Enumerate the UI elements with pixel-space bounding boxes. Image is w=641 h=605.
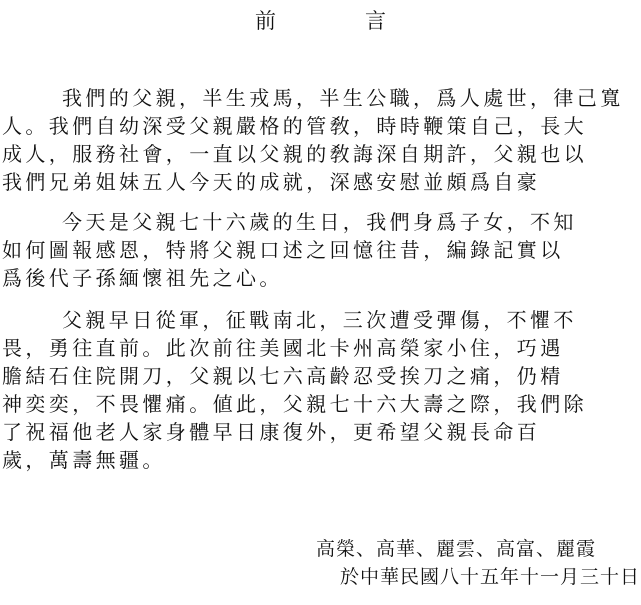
paragraph-line: 成人，服務社會，一直以父親的敎誨深自期許，父親也以	[2, 142, 587, 166]
date-line: 於中華民國八十五年十一月三十日	[340, 566, 641, 588]
paragraph-line: 我們兄弟姐妹五人今天的成就，深感安慰並頗爲自豪	[2, 170, 541, 194]
paragraph-line: 人。我們自幼深受父親嚴格的管敎，時時鞭策自己，長大	[2, 114, 587, 138]
signature-block	[0, 536, 641, 596]
paragraph-line: 了祝福他老人家身體早日康復外，更希望父親長命百	[2, 420, 541, 444]
paragraph-line: 父親早日從軍，征戰南北，三次遭受彈傷，不懼不	[62, 308, 577, 332]
paragraph-line: 今天是父親七十六歲的生日，我們身爲子女，不知	[62, 210, 577, 234]
paragraph-line: 膽結石住院開刀，父親以七六高齡忍受挨刀之痛，仍精	[2, 364, 564, 388]
signers-line: 高榮、高華、麗雲、高富、麗霞	[316, 538, 597, 560]
paragraph-line: 如何圖報感恩，特將父親口述之回憶往昔，編錄記實以	[2, 238, 564, 262]
paragraph-line: 我們的父親，半生戎馬，半生公職，爲人處世，律己寬	[62, 86, 624, 110]
page-title: 前 言	[255, 9, 420, 33]
paragraph-line: 畏，勇往直前。此次前往美國北卡州高榮家小住，巧遇	[2, 336, 564, 360]
paragraph-line: 爲後代子孫緬懷祖先之心。	[2, 266, 283, 290]
paragraph-line: 歲，萬壽無疆。	[2, 448, 166, 472]
paragraph-line: 神奕奕，不畏懼痛。値此，父親七十六大壽之際，我們除	[2, 392, 587, 416]
